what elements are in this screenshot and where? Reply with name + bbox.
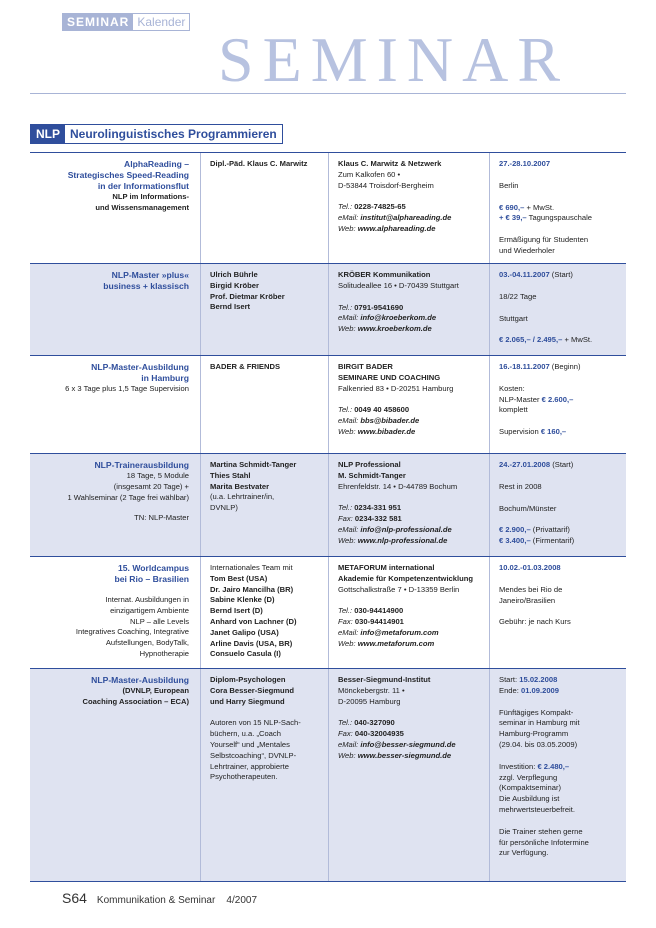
trainer-note: büchern, u.a. „Coach <box>210 729 281 739</box>
phone-line: Tel.: 030-94414900 <box>338 606 404 616</box>
web-link[interactable]: Web: www.alphareading.de <box>338 223 436 233</box>
price-line: € 690,– + MwSt. <box>499 202 555 212</box>
seminar-title-cell <box>30 454 200 556</box>
location: Stuttgart <box>499 313 528 323</box>
trainer-name: Bernd Isert (D) <box>210 606 263 616</box>
section-abbr: NLP <box>31 125 65 143</box>
seminar-title: bei Rio – Brasilien <box>114 574 189 584</box>
email-link[interactable]: eMail: info@besser-siegmund.de <box>338 739 456 749</box>
address-line: D-20095 Hamburg <box>338 696 401 706</box>
web-link[interactable]: Web: www.metaforum.com <box>338 638 435 648</box>
price-line: € 3.400,– (Firmentarif) <box>499 536 575 546</box>
organizer-name: METAFORUM international <box>338 563 435 572</box>
seminar-title: NLP-Trainerausbildung <box>94 460 189 470</box>
seminar-subtitle: (insgesamt 20 Tage) + <box>113 481 189 491</box>
trainer-cell <box>200 264 328 355</box>
trainer-name: BADER & FRIENDS <box>210 362 281 371</box>
phone-line: Tel.: 0234-331 951 <box>338 503 402 513</box>
seminar-subtitle: Integratives Coaching, Integrative <box>75 627 189 637</box>
trainer-name: Sabine Klenke (D) <box>210 595 275 605</box>
address-line: Ehrenfeldstr. 14 • D-44789 Bochum <box>338 481 458 491</box>
calendar-tag <box>62 13 190 31</box>
seminar-subtitle: Hypnotherapie <box>139 648 189 658</box>
price-line: Supervision € 160,– <box>499 427 567 437</box>
trainer-name: Anhard von Lachner (D) <box>210 616 297 626</box>
address-line: Mönckebergstr. 11 • <box>338 685 405 695</box>
date-price-cell <box>489 264 626 355</box>
seminar-subtitle: 6 x 3 Tage plus 1,5 Tage Supervision <box>65 384 189 393</box>
page-footer <box>62 890 257 906</box>
seminar-subtitle: (DVNLP, European <box>122 686 189 695</box>
trainer-name: Arline Davis (USA, BR) <box>210 638 293 648</box>
address-line: D-53844 Troisdorf-Bergheim <box>338 180 434 190</box>
seminar-date: 10.02.-01.03.2008 <box>499 563 561 572</box>
organizer-name: KRÖBER Kommunikation <box>338 270 431 279</box>
email-link[interactable]: eMail: info@kroeberkom.de <box>338 313 437 323</box>
discount-note: und Wiederholer <box>499 245 555 255</box>
trainer-note: Yourself“ und „Mentales <box>210 739 290 749</box>
trainer-name: Consuelo Casula (I) <box>210 649 281 659</box>
table-row <box>30 356 626 454</box>
price-note: (Kompaktseminar) <box>499 783 562 793</box>
trainer-name: Thies Stahl <box>210 470 251 480</box>
seminar-title: NLP-Master-Ausbildung <box>91 362 189 372</box>
trainer-cell <box>200 669 328 881</box>
date-price-cell <box>489 669 626 881</box>
seminar-title: in Hamburg <box>141 373 189 383</box>
section-title: Neurolinguistisches Programmieren <box>70 127 277 141</box>
trainer-name: Diplom-Psychologen <box>210 675 286 684</box>
seminar-title: AlphaReading – <box>124 159 189 169</box>
date-price-cell <box>489 356 626 453</box>
seminar-subtitle: NLP – alle Levels <box>130 616 189 626</box>
email-link[interactable]: eMail: institut@alphareading.de <box>338 213 452 223</box>
fee-note: Gebühr: je nach Kurs <box>499 617 571 627</box>
seminar-subtitle: Coaching Association – ECA) <box>82 696 189 706</box>
page-title: SEMINAR <box>218 24 570 95</box>
trainer-note: Internationales Team mit <box>210 563 293 572</box>
trainer-note: Selbstcoaching“, DVNLP- <box>210 750 297 760</box>
seminar-title: 15. Worldcampus <box>118 563 189 573</box>
end-date: Ende: 01.09.2009 <box>499 685 559 695</box>
price-line: NLP-Master € 2.600,– <box>499 394 574 404</box>
seminar-date: 16.-18.11.2007 (Beginn) <box>499 362 581 371</box>
contact-cell <box>328 669 489 881</box>
trainer-name: Prof. Dietmar Kröber <box>210 291 285 301</box>
seminar-title-cell <box>30 356 200 453</box>
seminar-title: business + klassisch <box>103 281 189 291</box>
seminar-title-cell <box>30 264 200 355</box>
program-note: (29.04. bis 03.05.2009) <box>499 739 578 749</box>
program-note: seminar in Hamburg mit <box>499 718 580 728</box>
date-price-cell <box>489 557 626 668</box>
seminar-subtitle: Internat. Ausbildungen in <box>105 595 189 604</box>
program-note: Fünftägiges Kompakt- <box>499 707 574 717</box>
seminar-title-cell <box>30 557 200 668</box>
address-line: Zum Kalkofen 60 • <box>338 169 401 179</box>
seminar-title: NLP-Master »plus« <box>111 270 189 280</box>
contact-note: Die Trainer stehen gerne <box>499 826 583 836</box>
seminar-table <box>30 152 626 882</box>
location: Bochum/Münster <box>499 503 557 513</box>
organizer-name: Besser-Siegmund-Institut <box>338 675 431 684</box>
web-link[interactable]: Web: www.besser-siegmund.de <box>338 750 452 760</box>
table-row <box>30 454 626 557</box>
web-link[interactable]: Web: www.bibader.de <box>338 426 416 436</box>
fax-line: Fax: 0234-332 581 <box>338 514 402 524</box>
table-row <box>30 557 626 669</box>
organizer-name: NLP Professional <box>338 460 401 469</box>
seminar-title-cell <box>30 669 200 881</box>
organizer-name: BIRGIT BADER <box>338 362 393 371</box>
fax-line: Fax: 030-94414901 <box>338 617 404 627</box>
table-row <box>30 153 626 264</box>
email-link[interactable]: eMail: info@nlp-professional.de <box>338 524 452 534</box>
duration: 18/22 Tage <box>499 291 537 301</box>
seminar-title-cell <box>30 153 200 263</box>
trainer-name: Cora Besser-Siegmund <box>210 685 294 695</box>
price-note: komplett <box>499 405 528 415</box>
location: Mendes bei Rio de <box>499 584 563 594</box>
seminar-subtitle: einzigartigem Ambiente <box>110 605 189 615</box>
trainer-note: Autoren von 15 NLP-Sach- <box>210 718 301 728</box>
trainer-name: Ulrich Bührle <box>210 270 258 279</box>
web-link[interactable]: Web: www.kroeberkom.de <box>338 324 432 334</box>
trainer-name: Birgid Kröber <box>210 280 259 290</box>
cost-label: Kosten: <box>499 383 525 393</box>
trainer-name: Martina Schmidt-Tanger <box>210 460 297 469</box>
phone-line: Tel.: 0791-9541690 <box>338 302 404 312</box>
organizer-name: M. Schmidt-Tanger <box>338 470 406 480</box>
trainer-name: Dr. Jairo Mancilha (BR) <box>210 584 294 594</box>
table-row <box>30 264 626 356</box>
seminar-subtitle: 1 Wahlseminar (2 Tage frei wählbar) <box>67 492 189 502</box>
table-row <box>30 669 626 882</box>
seminar-date: 27.-28.10.2007 <box>499 159 551 168</box>
trainer-cell <box>200 153 328 263</box>
program-note: Hamburg-Programm <box>499 729 569 739</box>
seminar-title: in der Informationsflut <box>97 181 189 191</box>
phone-line: Tel.: 0228-74825-65 <box>338 202 406 212</box>
fax-line: Fax: 040-32004935 <box>338 729 404 739</box>
seminar-title: Strategisches Speed-Reading <box>67 170 189 180</box>
address-line: Solitudeallee 16 • D-70439 Stuttgart <box>338 280 459 290</box>
contact-cell <box>328 557 489 668</box>
trainer-cell <box>200 557 328 668</box>
discount-note: Ermäßigung für Studenten <box>499 235 589 245</box>
trainer-name: und Harry Siegmund <box>210 696 285 706</box>
address-line: Falkenried 83 • D-20251 Hamburg <box>338 383 454 393</box>
publication-info: Kommunikation & Seminar 4/2007 <box>96 895 258 906</box>
organizer-name: SEMINARE UND COACHING <box>338 372 441 382</box>
trainer-note: Psychotherapeuten. <box>210 772 278 782</box>
start-date: Start: 15.02.2008 <box>499 675 558 684</box>
email-link[interactable]: eMail: info@metaforum.com <box>338 627 439 637</box>
trainer-name: Dipl.-Päd. Klaus C. Marwitz <box>210 159 308 168</box>
trainer-note: (u.a. Lehrtrainer/in, <box>210 492 275 502</box>
web-link[interactable]: Web: www.nlp-professional.de <box>338 535 448 545</box>
seminar-date: 03.-04.11.2007 (Start) <box>499 270 573 279</box>
trainer-note: Lehrtrainer, approbierte <box>210 761 289 771</box>
price-note: zzgl. Verpflegung <box>499 772 558 782</box>
trainer-cell <box>200 454 328 556</box>
trainer-name: Marita Bestvater <box>210 481 270 491</box>
phone-line: Tel.: 040-327090 <box>338 718 395 728</box>
date-price-cell <box>489 153 626 263</box>
contact-cell <box>328 153 489 263</box>
price-line: + € 39,– Tagungspauschale <box>499 213 592 223</box>
contact-cell <box>328 454 489 556</box>
organizer-name: Klaus C. Marwitz & Netzwerk <box>338 159 442 168</box>
trainer-cell <box>200 356 328 453</box>
contact-note: für persönliche Infotermine <box>499 837 589 847</box>
seminar-subtitle: Aufstellungen, BodyTalk, <box>105 638 189 648</box>
location: Janeiro/Brasilien <box>499 595 556 605</box>
price-line: € 2.065,– / 2.495,– + MwSt. <box>499 335 593 345</box>
trainer-name: Bernd Isert <box>210 302 251 312</box>
trainer-name: Tom Best (USA) <box>210 573 268 583</box>
seminar-subtitle: und Wissensmanagement <box>95 202 189 212</box>
address-line: Gottschalkstraße 7 • D-13359 Berlin <box>338 584 460 594</box>
price-note: Die Ausbildung ist <box>499 794 560 804</box>
contact-cell <box>328 264 489 355</box>
email-link[interactable]: eMail: bbs@bibader.de <box>338 416 420 426</box>
contact-cell <box>328 356 489 453</box>
seminar-subtitle: NLP im Informations- <box>112 192 189 201</box>
calendar-tag-bold: SEMINAR <box>63 14 133 30</box>
price-line: Investition: € 2.480,– <box>499 761 570 771</box>
seminar-subtitle: TN: NLP-Master <box>134 513 189 523</box>
seminar-date: 24.-27.01.2008 (Start) <box>499 460 574 469</box>
phone-line: Tel.: 0049 40 458600 <box>338 405 410 415</box>
price-line: € 2.900,– (Privattarif) <box>499 525 570 535</box>
organizer-name: Akademie für Kompetenzentwicklung <box>338 573 474 583</box>
schedule-note: Rest in 2008 <box>499 481 542 491</box>
section-heading <box>30 124 283 144</box>
page-number: S64 <box>62 890 87 906</box>
location: Berlin <box>499 180 519 190</box>
seminar-subtitle: 18 Tage, 5 Module <box>126 471 189 480</box>
header-divider <box>30 93 626 94</box>
price-note: mehrwertsteuerbefreit. <box>499 804 575 814</box>
trainer-note: DVNLP) <box>210 503 238 513</box>
trainer-name: Janet Galipo (USA) <box>210 627 279 637</box>
date-price-cell <box>489 454 626 556</box>
calendar-tag-light: Kalender <box>137 15 186 29</box>
contact-note: zur Verfügung. <box>499 848 549 858</box>
seminar-title: NLP-Master-Ausbildung <box>91 675 189 685</box>
